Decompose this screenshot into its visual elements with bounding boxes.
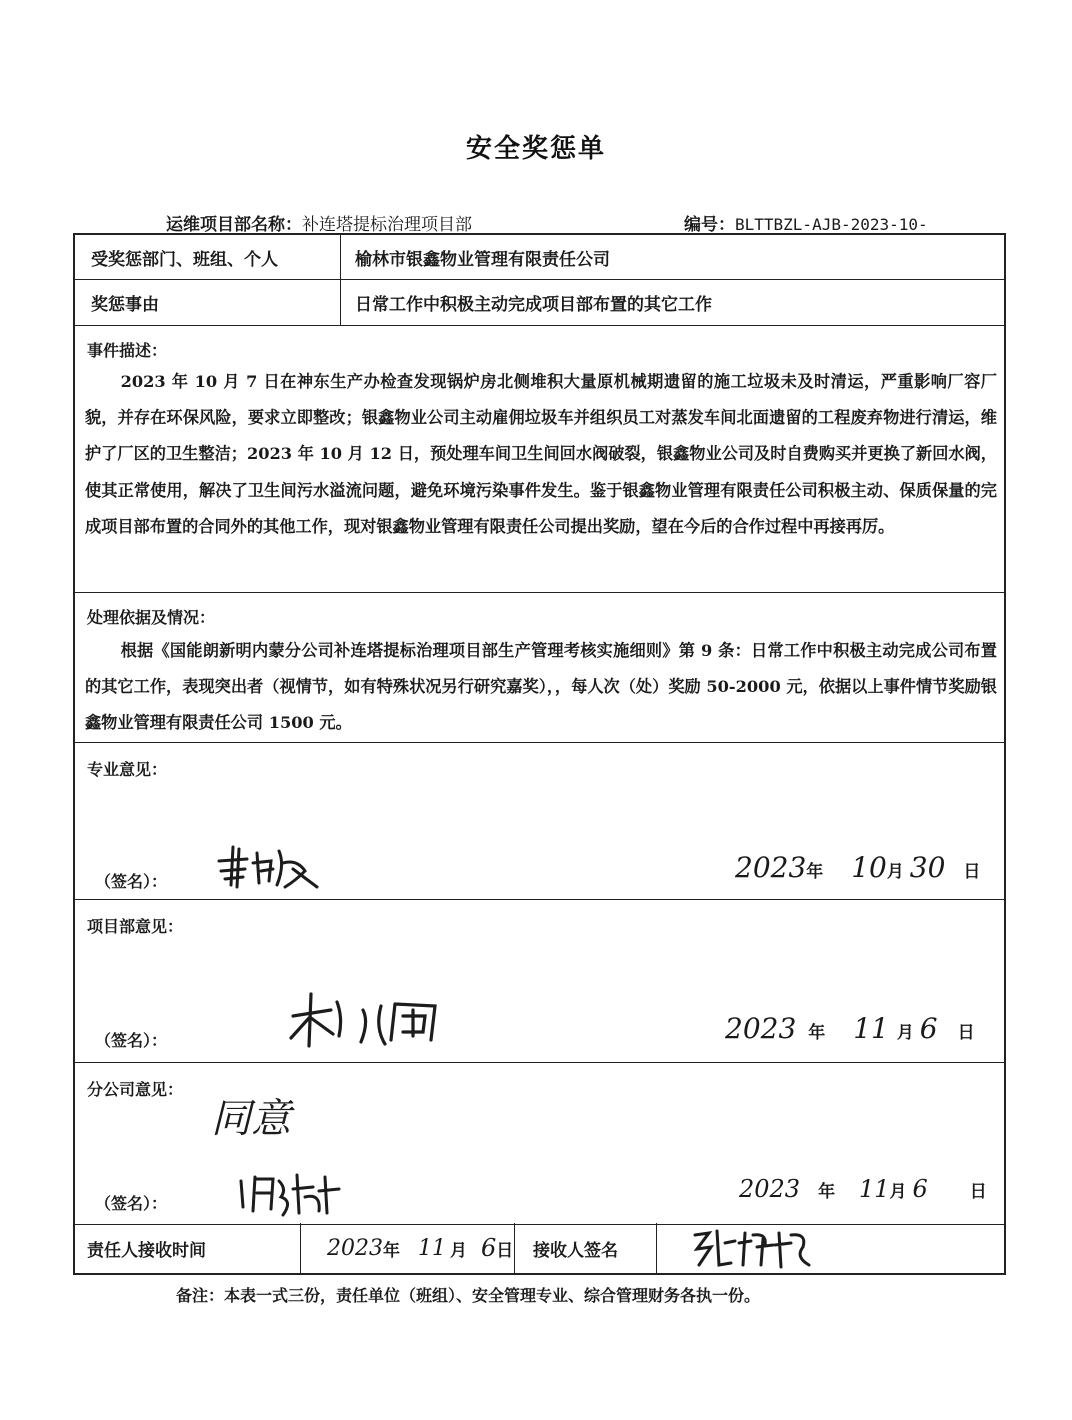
- branch-signature: [235, 1167, 375, 1219]
- professional-month: 10: [851, 851, 887, 884]
- branch-day: 6: [912, 1175, 928, 1203]
- branch-month: 11: [859, 1175, 890, 1203]
- footnote: 备注：本表一式三份，责任单位（班组）、安全管理专业、综合管理财务各执一份。: [176, 1286, 761, 1305]
- branch-heading: 分公司意见：: [87, 1080, 184, 1099]
- day-unit: 日: [969, 1182, 987, 1202]
- month-unit: 月: [886, 862, 904, 882]
- year-unit: 年: [808, 1023, 826, 1043]
- project-label: 运维项目部名称：: [166, 215, 302, 235]
- day-unit: 日: [496, 1240, 514, 1261]
- month-unit: 月: [896, 1023, 914, 1043]
- branch-year: 2023: [739, 1175, 801, 1203]
- professional-sign-label: （签名）：: [95, 872, 168, 891]
- receiver-sign-label: 接收人签名: [515, 1223, 657, 1273]
- project-year: 2023: [725, 1012, 797, 1045]
- number-label: 编号：: [684, 215, 735, 235]
- branch-opinion-handwritten: 同意: [211, 1096, 291, 1142]
- reward-form-table: [73, 233, 1006, 1275]
- professional-date: [735, 851, 980, 884]
- professional-heading: 专业意见：: [87, 760, 168, 779]
- branch-date: [739, 1175, 987, 1203]
- project-day: 6: [919, 1012, 938, 1045]
- project-heading: 项目部意见：: [87, 917, 184, 936]
- project-month: 11: [853, 1012, 889, 1045]
- day-unit: 日: [957, 1023, 975, 1043]
- reason-value: 日常工作中积极主动完成项目部布置的其它工作: [355, 295, 712, 315]
- branch-opinion-section: [75, 1063, 1004, 1225]
- number-value: BLTTBZL-AJB-2023-10-: [735, 215, 928, 234]
- event-text: 2023 年 10 月 7 日在神东生产办检查发现锅炉房北侧堆积大量原机械期遗留的施工垃圾未及时清运，严重影响厂容厂貌，并存在环保风险，要求立即整改；银鑫物业公司主动雇佣垃圾车并组织员工对蒸发车间北面遗留的工程废弃物进行清运，维护了厂区的卫生整洁；2023 年 10 月 12 日，预处理车间卫生间回水阀破裂，银鑫物业公司及时自费购买并更换了新回水阀，使其正常使用，解决了卫生间污水溢流问题，避免环境污染事件发生。鉴于银鑫物业管理有限责任公司积极主动、保质保量的完成项目部布置的合同外的其他工作，现对银鑫物业管理有限责任公司提出奖励，望在今后的合作过程中再接再厉。: [85, 372, 997, 536]
- reason-row: [75, 280, 1004, 326]
- project-date: [725, 1012, 975, 1045]
- project-opinion-section: [75, 900, 1004, 1063]
- year-unit: 年: [806, 862, 824, 882]
- event-section: [75, 326, 1004, 593]
- month-unit: 月: [450, 1240, 467, 1261]
- basis-text: 根据《国能朗新明内蒙分公司补连塔提标治理项目部生产管理考核实施细则》第 9 条：日常工作中积极主动完成公司布置的其它工作，表现突出者（视情节，如有特殊状况另行研究嘉奖），，每人次（处）奖励 50-2000 元，依据以上事件情节奖励银鑫物业管理有限责任公司 1500 元。: [85, 641, 997, 733]
- event-heading: 事件描述：: [87, 341, 168, 360]
- year-unit: 年: [818, 1182, 836, 1202]
- document-number-line: [684, 210, 928, 235]
- receipt-year: 2023: [327, 1235, 383, 1261]
- basis-section: [75, 593, 1004, 743]
- recipient-value: 榆林市银鑫物业管理有限责任公司: [355, 249, 610, 270]
- professional-signature: [213, 841, 333, 893]
- recipient-label: 受奖惩部门、班组、个人: [75, 235, 341, 279]
- professional-day: 30: [909, 851, 946, 884]
- basis-heading: 处理依据及情况：: [87, 608, 216, 627]
- day-unit: 日: [963, 862, 981, 882]
- project-signature: [285, 988, 495, 1054]
- recipient-row: [75, 235, 1004, 280]
- project-sign-label: （签名）：: [95, 1031, 168, 1050]
- year-unit: 年: [383, 1240, 400, 1261]
- reason-label: 奖惩事由: [75, 280, 341, 325]
- receipt-day: 6: [481, 1234, 497, 1262]
- branch-sign-label: （签名）：: [95, 1194, 168, 1213]
- receipt-time-label: 责任人接收时间: [75, 1223, 301, 1273]
- professional-opinion-section: [75, 743, 1004, 900]
- project-name: 补连塔提标治理项目部: [302, 215, 472, 235]
- project-name-line: [166, 210, 472, 235]
- receiver-signature: [657, 1223, 1004, 1273]
- professional-year: 2023: [735, 851, 807, 884]
- receipt-row: [75, 1223, 1004, 1273]
- month-unit: 月: [889, 1182, 907, 1202]
- page-title: 安全奖惩单: [465, 134, 606, 164]
- receipt-month: 11: [418, 1235, 446, 1261]
- receipt-date: [301, 1223, 515, 1273]
